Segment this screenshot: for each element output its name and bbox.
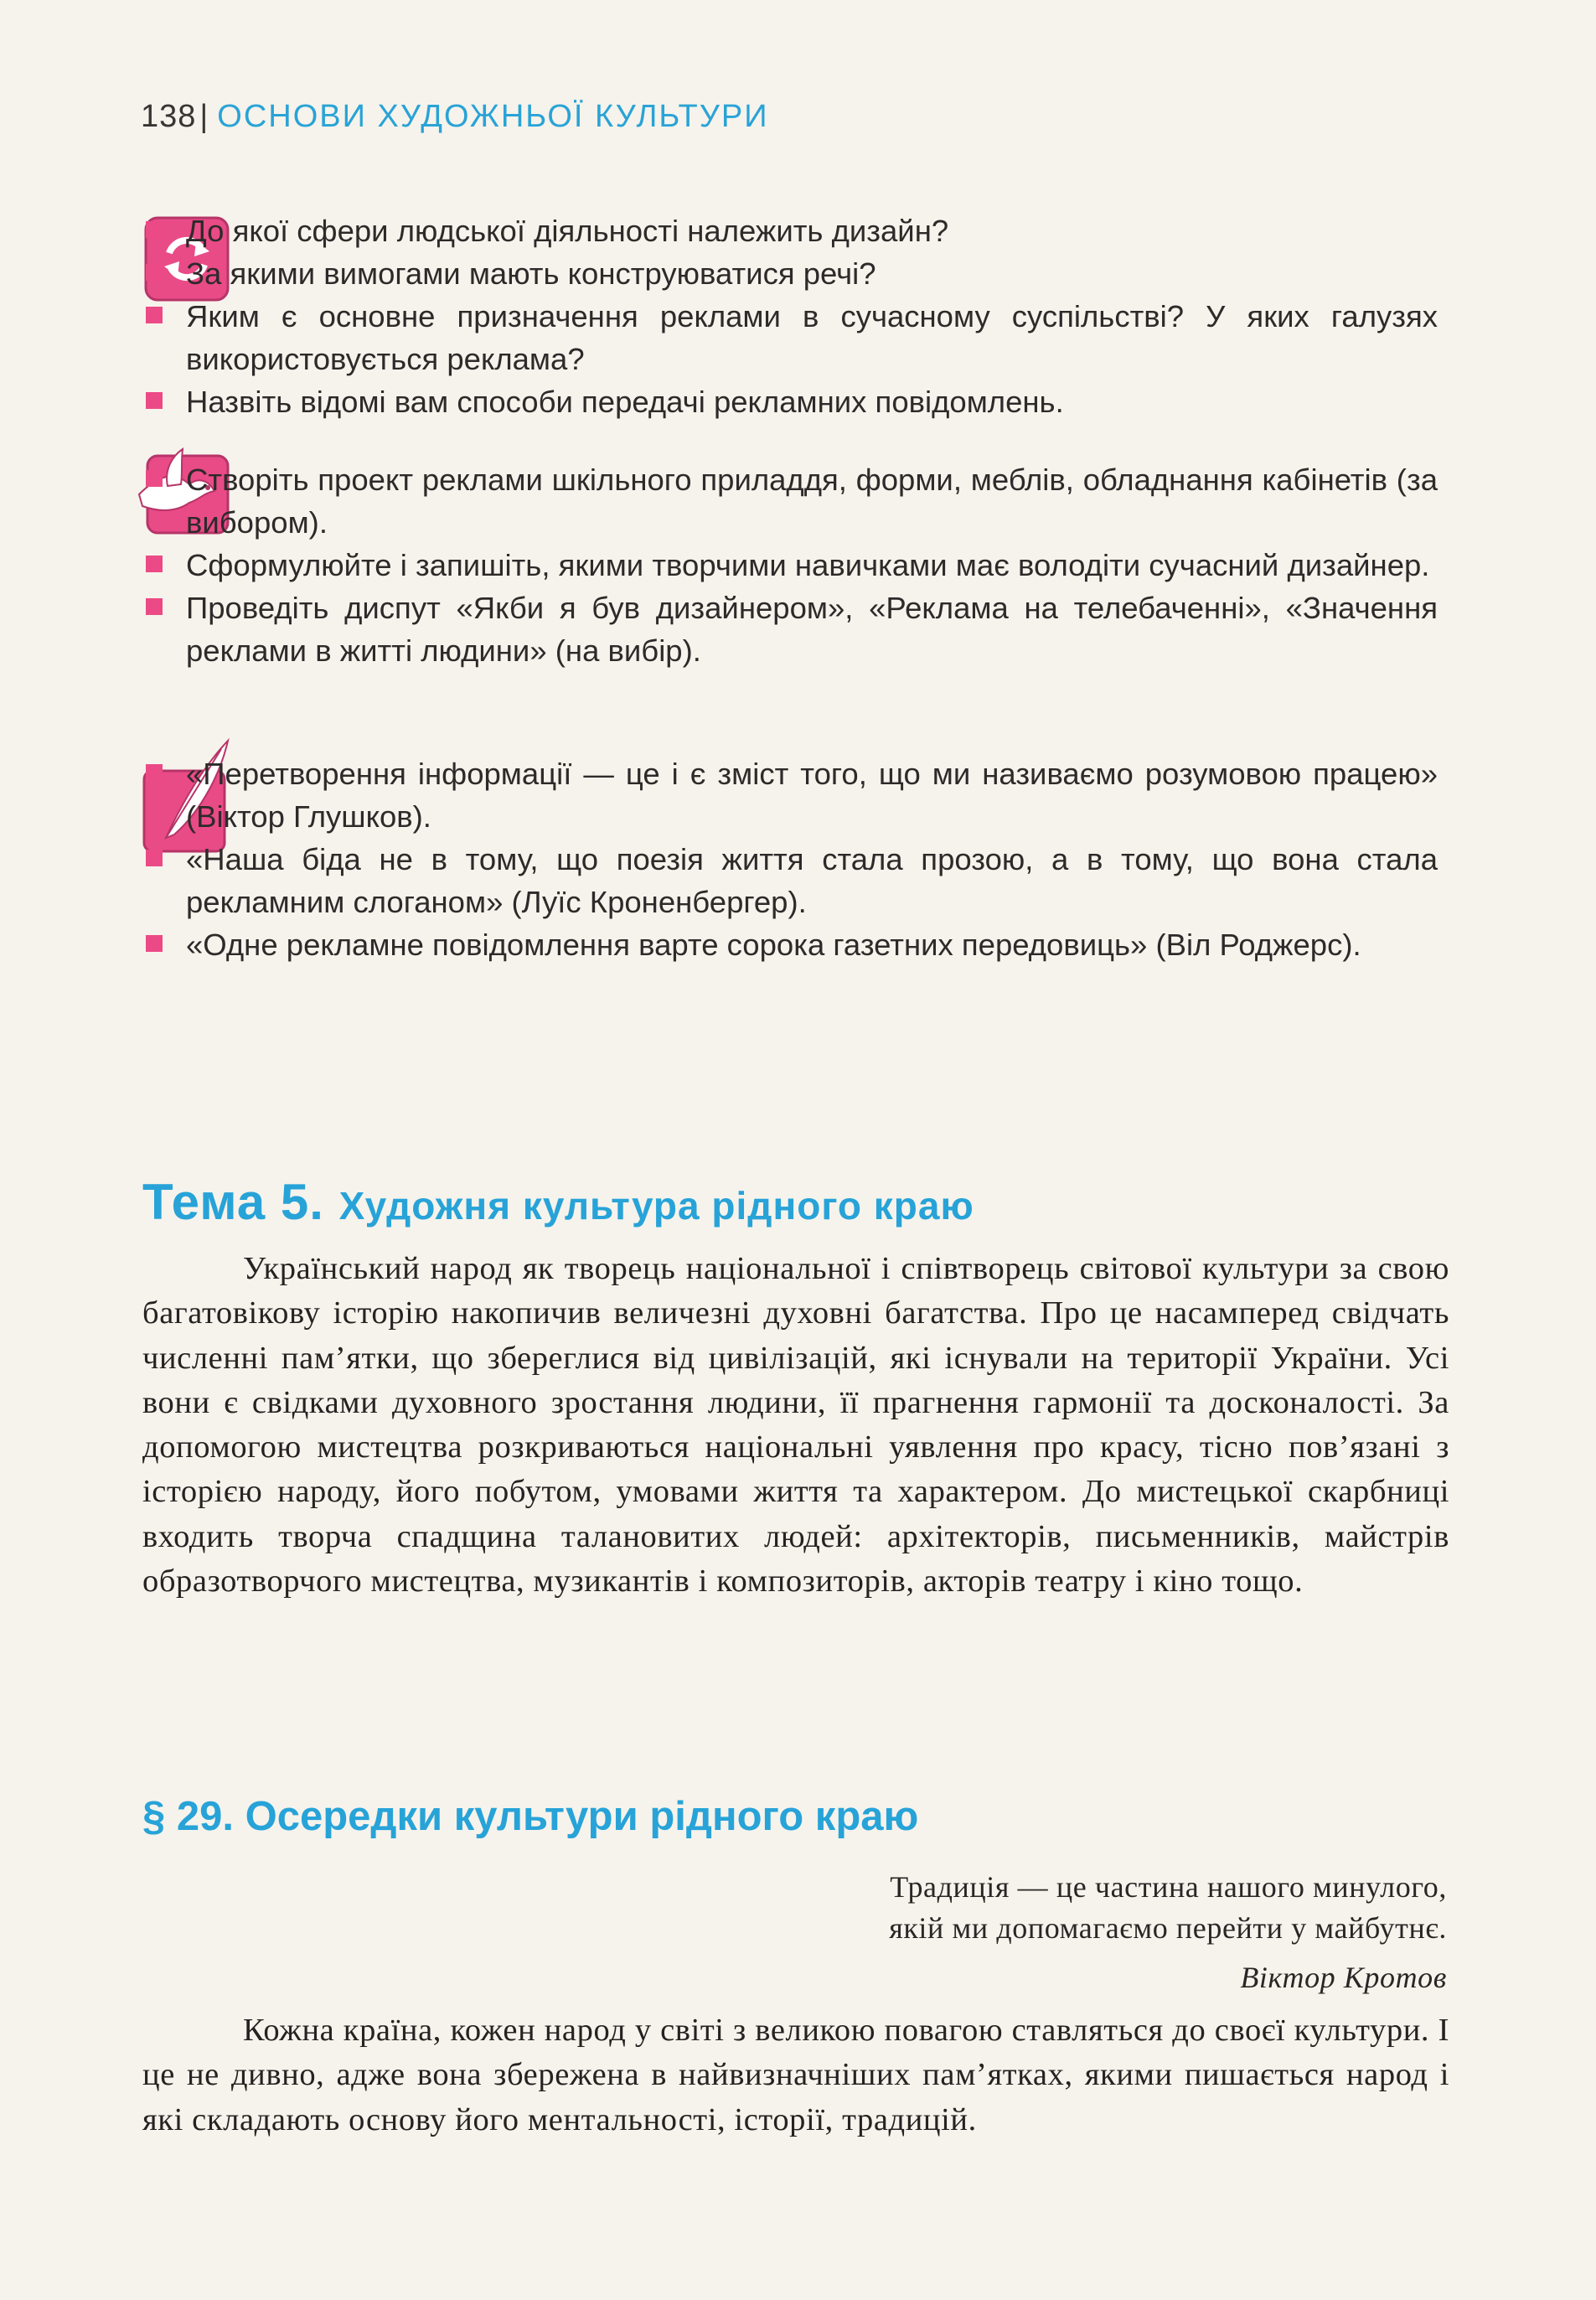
quotes-list: [142, 752, 1438, 966]
section-heading: § 29. Осередки культури рідного краю: [142, 1794, 919, 1839]
theme-heading: [142, 1173, 974, 1231]
list-item: Сформулюйте і запишіть, якими творчими навичками має володіти сучасний дизайнер.: [142, 544, 1438, 587]
theme-paragraph: Український народ як творець національної і співтворець світової культури за свою багатовікову історію накопичив величезні духовні багатства. Про це насамперед свідчать численні пам’ятки, що збереглися від цивілізацій, які існували на території України. Усі вони є свідками духовного зростання людини, її прагнення гармонії та досконалості. За допомогою мистецтва розкриваються національні уявлення про красу, тісно пов’язані з історією народу, його побутом, умовами життя та характером. До мистецької скарбниці входить творча спадщина талановитих людей: архітекторів, письменників, майстрів образотворчого мистецтва, музикантів і композиторів, акторів театру і кіно тощо.: [142, 1251, 1449, 1600]
epigraph-author: Віктор Кротов: [1240, 1961, 1447, 1994]
theme-title: Художня культура рідного краю: [338, 1184, 974, 1228]
book-title: ОСНОВИ ХУДОЖНЬОЇ КУЛЬТУРИ: [217, 99, 769, 134]
questions-list: [142, 209, 1438, 423]
epigraph: [693, 1867, 1447, 1998]
list-item: Яким є основне призначення реклами в сучасному суспільстві? У яких галузях використовується реклама?: [142, 295, 1438, 380]
list-item: Створіть проект реклами шкільного приладдя, форми, меблів, обладнання кабінетів (за вибором).: [142, 458, 1438, 544]
list-item: До якої сфери людської діяльності належить дизайн?: [142, 209, 1438, 252]
epigraph-line: якій ми допомагаємо перейти у майбутнє.: [889, 1911, 1447, 1945]
header-divider: |: [199, 99, 209, 134]
page-header: [141, 99, 769, 135]
section-paragraph: Кожна країна, кожен народ у світі з великою повагою ставляться до своєї культури. І це не дивно, адже вона збережена в найвизначніших пам’ятках, якими пишається народ і які складають основу його ментальності, історії, традицій.: [142, 2013, 1449, 2137]
list-item: «Одне рекламне повідомлення варте сорока газетних передовиць» (Віл Роджерс).: [142, 923, 1438, 966]
list-item: Проведіть диспут «Якби я був дизайнером», «Реклама на телебаченні», «Значення реклами в житті людини» (на вибір).: [142, 587, 1438, 672]
page-number: 138: [141, 99, 197, 134]
theme-label: Тема 5.: [142, 1174, 324, 1230]
epigraph-line: Традиція — це частина нашого минулого,: [890, 1870, 1447, 1904]
list-item: За якими вимогами мають конструюватися речі?: [142, 252, 1438, 295]
tasks-list: [142, 458, 1438, 672]
list-item: «Наша біда не в тому, що поезія життя стала прозою, а в тому, що вона стала рекламним слоганом» (Луїс Кроненбергер).: [142, 838, 1438, 923]
list-item: Назвіть відомі вам способи передачі рекламних повідомлень.: [142, 380, 1438, 423]
list-item: «Перетворення інформації — це і є зміст того, що ми називаємо розумовою працею» (Віктор Глушков).: [142, 752, 1438, 838]
